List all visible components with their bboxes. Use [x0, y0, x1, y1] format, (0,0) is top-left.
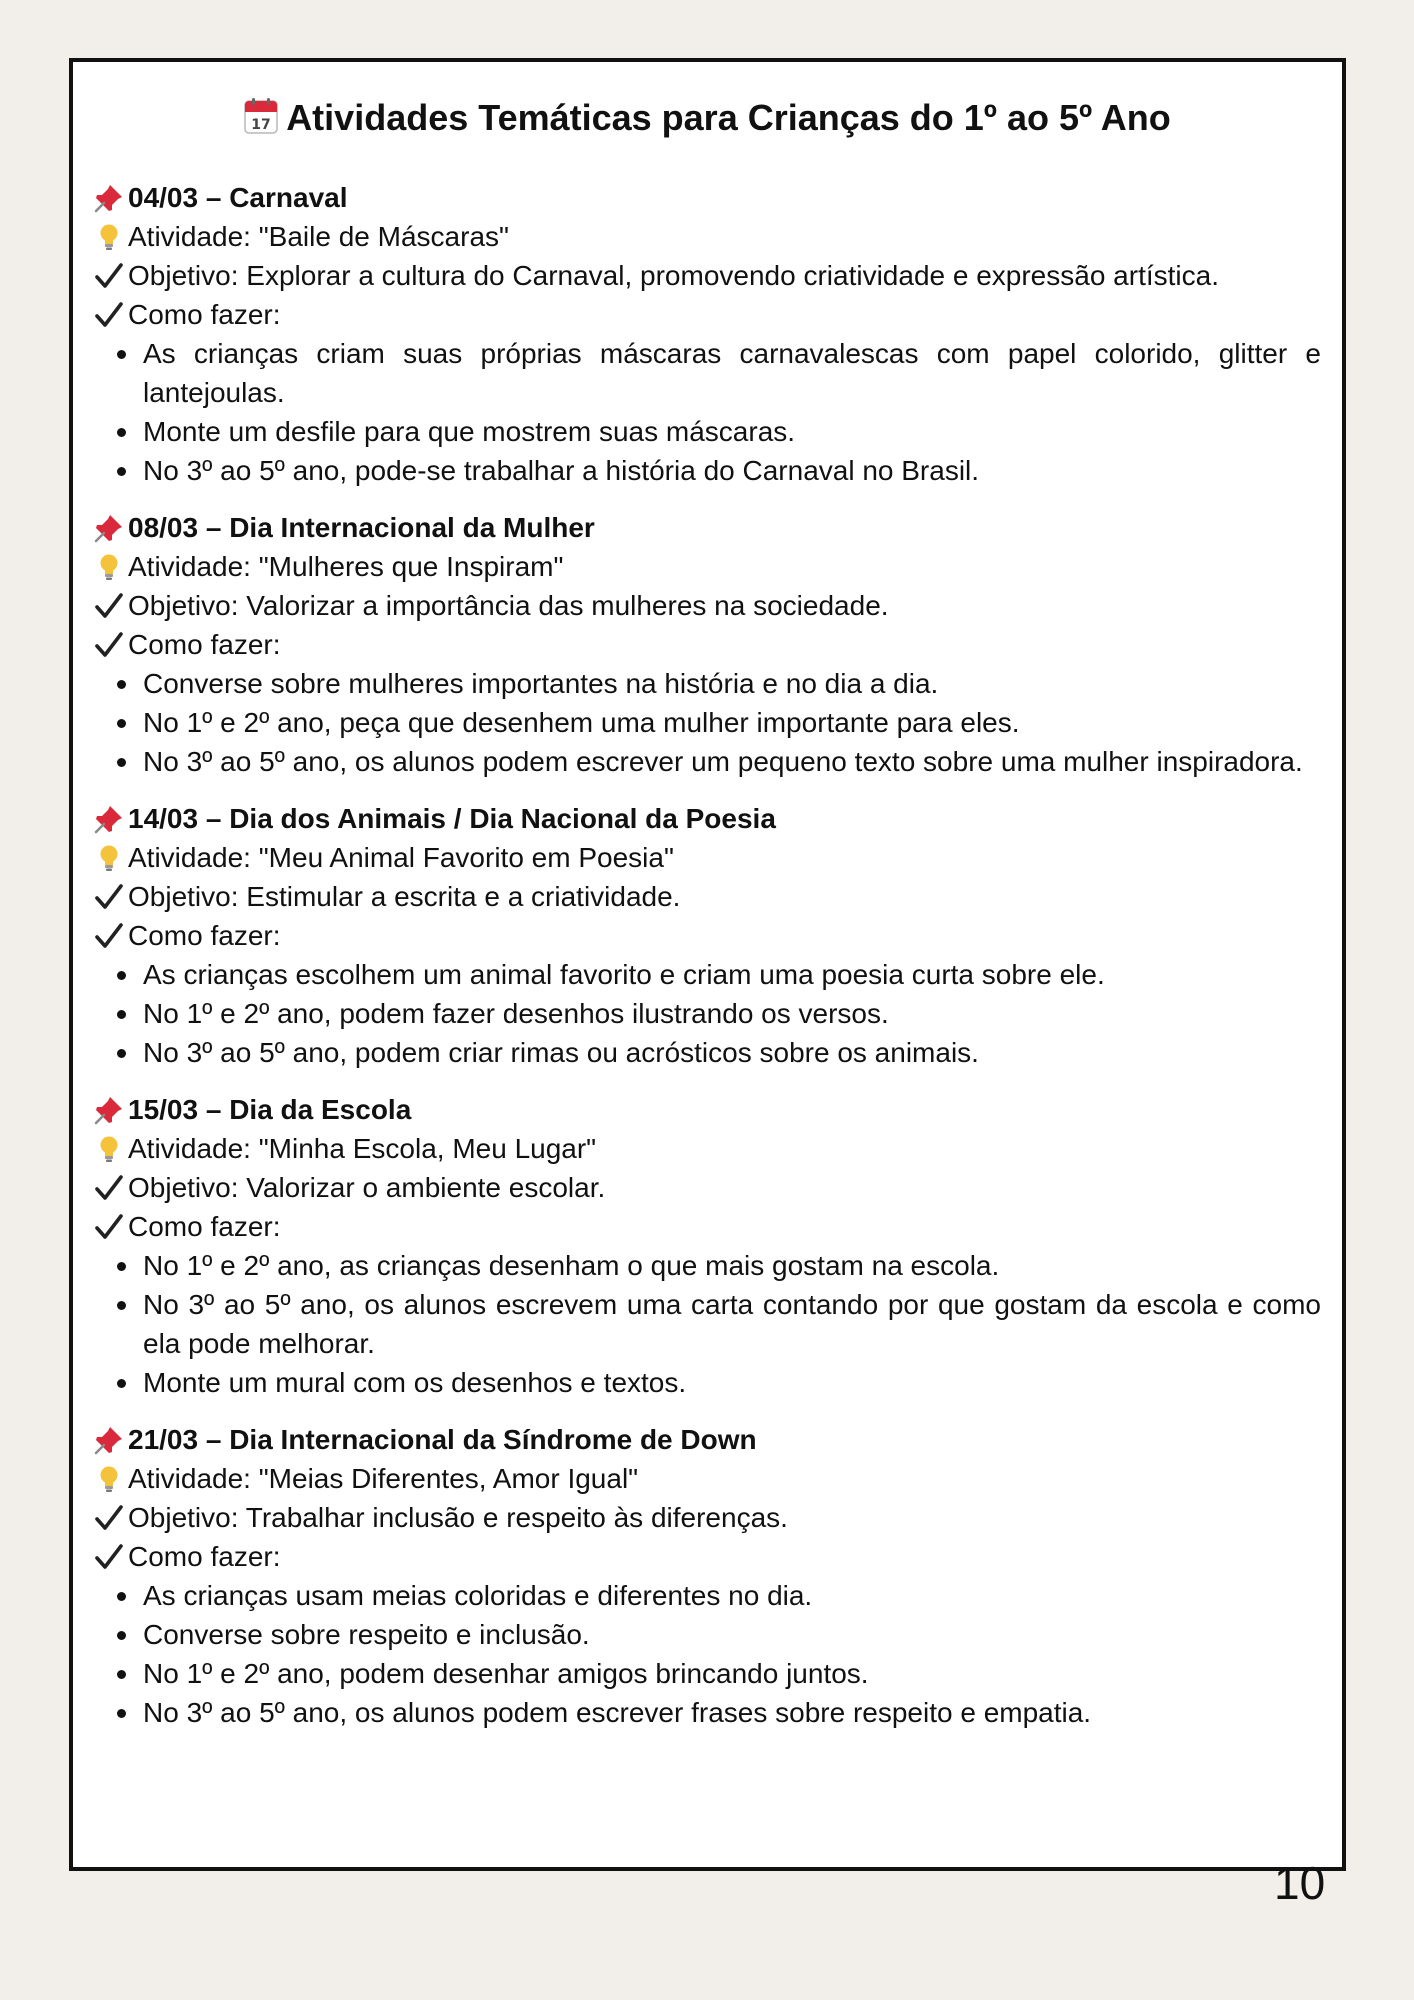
- calendar-icon: [244, 98, 278, 134]
- how-row: [93, 625, 1322, 664]
- activity-text: Atividade: "Meias Diferentes, Amor Igual": [128, 1463, 639, 1494]
- list-item: No 1º e 2º ano, as crianças desenham o que mais gostam na escola.: [93, 1246, 1322, 1285]
- list-item: No 1º e 2º ano, podem desenhar amigos brincando juntos.: [93, 1654, 1322, 1693]
- section-heading: 14/03 – Dia dos Animais / Dia Nacional da Poesia: [128, 803, 776, 834]
- how-label: Como fazer:: [128, 1211, 281, 1242]
- how-label: Como fazer:: [128, 299, 281, 330]
- lightbulb-icon: [93, 1133, 125, 1165]
- objective-text: Objetivo: Explorar a cultura do Carnaval, promovendo criatividade e expressão artística.: [128, 260, 1219, 291]
- objective-row: [93, 1498, 1322, 1537]
- list-item: No 3º ao 5º ano, os alunos escrevem uma carta contando por que gostam da escola e como ela pode melhorar.: [93, 1285, 1322, 1363]
- activity-row: [93, 1129, 1322, 1168]
- how-label: Como fazer:: [128, 629, 281, 660]
- section-heading: 21/03 – Dia Internacional da Síndrome de Down: [128, 1424, 757, 1455]
- steps-list: [93, 955, 1322, 1072]
- page-title: Atividades Temáticas para Crianças do 1º ao 5º Ano: [286, 97, 1171, 138]
- checkmark-icon: [93, 1541, 125, 1573]
- list-item: As crianças usam meias coloridas e diferentes no dia.: [93, 1576, 1322, 1615]
- activity-text: Atividade: "Mulheres que Inspiram": [128, 551, 564, 582]
- list-item: No 3º ao 5º ano, os alunos podem escrever frases sobre respeito e empatia.: [93, 1693, 1322, 1732]
- objective-text: Objetivo: Trabalhar inclusão e respeito às diferenças.: [128, 1502, 788, 1533]
- svg-text:17: 17: [251, 117, 271, 133]
- list-item: No 3º ao 5º ano, os alunos podem escrever um pequeno texto sobre uma mulher inspiradora.: [93, 742, 1322, 781]
- objective-text: Objetivo: Estimular a escrita e a criatividade.: [128, 881, 681, 912]
- section-heading-row: [93, 799, 1322, 838]
- checkmark-icon: [93, 629, 125, 661]
- activity-list: [93, 178, 1322, 1750]
- pushpin-icon: [93, 803, 125, 835]
- activity-row: [93, 838, 1322, 877]
- activity-text: Atividade: "Meu Animal Favorito em Poesia": [128, 842, 674, 873]
- section-heading-row: [93, 178, 1322, 217]
- section-heading-row: [93, 1090, 1322, 1129]
- activity-row: [93, 1459, 1322, 1498]
- list-item: No 3º ao 5º ano, pode-se trabalhar a história do Carnaval no Brasil.: [93, 451, 1322, 490]
- activity-section: [93, 508, 1322, 781]
- page-number: 10: [1274, 1857, 1326, 1909]
- how-row: [93, 916, 1322, 955]
- list-item: Converse sobre mulheres importantes na história e no dia a dia.: [93, 664, 1322, 703]
- checkmark-icon: [93, 1502, 125, 1534]
- objective-row: [93, 877, 1322, 916]
- activity-section: [93, 1420, 1322, 1732]
- section-heading: 04/03 – Carnaval: [128, 182, 348, 213]
- steps-list: [93, 1576, 1322, 1732]
- how-label: Como fazer:: [128, 920, 281, 951]
- list-item: Converse sobre respeito e inclusão.: [93, 1615, 1322, 1654]
- checkmark-icon: [93, 1211, 125, 1243]
- checkmark-icon: [93, 299, 125, 331]
- objective-row: [93, 1168, 1322, 1207]
- list-item: No 3º ao 5º ano, podem criar rimas ou acrósticos sobre os animais.: [93, 1033, 1322, 1072]
- how-row: [93, 1537, 1322, 1576]
- activity-section: [93, 178, 1322, 490]
- lightbulb-icon: [93, 551, 125, 583]
- pushpin-icon: [93, 182, 125, 214]
- activity-text: Atividade: "Baile de Máscaras": [128, 221, 509, 252]
- section-heading: 08/03 – Dia Internacional da Mulher: [128, 512, 595, 543]
- list-item: As crianças escolhem um animal favorito e criam uma poesia curta sobre ele.: [93, 955, 1322, 994]
- lightbulb-icon: [93, 221, 125, 253]
- activity-text: Atividade: "Minha Escola, Meu Lugar": [128, 1133, 597, 1164]
- activity-section: [93, 799, 1322, 1072]
- steps-list: [93, 1246, 1322, 1402]
- pushpin-icon: [93, 512, 125, 544]
- objective-row: [93, 256, 1322, 295]
- list-item: Monte um mural com os desenhos e textos.: [93, 1363, 1322, 1402]
- pushpin-icon: [93, 1094, 125, 1126]
- section-heading: 15/03 – Dia da Escola: [128, 1094, 412, 1125]
- list-item: No 1º e 2º ano, peça que desenhem uma mulher importante para eles.: [93, 703, 1322, 742]
- checkmark-icon: [93, 1172, 125, 1204]
- how-row: [93, 295, 1322, 334]
- activity-row: [93, 547, 1322, 586]
- section-heading-row: [93, 1420, 1322, 1459]
- list-item: As crianças criam suas próprias máscaras carnavalescas com papel colorido, glitter e lantejoulas.: [93, 334, 1322, 412]
- activity-row: [93, 217, 1322, 256]
- page-title-row: [73, 92, 1342, 144]
- steps-list: [93, 664, 1322, 781]
- section-heading-row: [93, 508, 1322, 547]
- checkmark-icon: [93, 590, 125, 622]
- list-item: Monte um desfile para que mostrem suas máscaras.: [93, 412, 1322, 451]
- objective-text: Objetivo: Valorizar a importância das mulheres na sociedade.: [128, 590, 889, 621]
- how-row: [93, 1207, 1322, 1246]
- list-item: No 1º e 2º ano, podem fazer desenhos ilustrando os versos.: [93, 994, 1322, 1033]
- page-frame: [69, 58, 1346, 1871]
- lightbulb-icon: [93, 1463, 125, 1495]
- steps-list: [93, 334, 1322, 490]
- checkmark-icon: [93, 260, 125, 292]
- checkmark-icon: [93, 920, 125, 952]
- objective-row: [93, 586, 1322, 625]
- pushpin-icon: [93, 1424, 125, 1456]
- objective-text: Objetivo: Valorizar o ambiente escolar.: [128, 1172, 606, 1203]
- how-label: Como fazer:: [128, 1541, 281, 1572]
- lightbulb-icon: [93, 842, 125, 874]
- activity-section: [93, 1090, 1322, 1402]
- checkmark-icon: [93, 881, 125, 913]
